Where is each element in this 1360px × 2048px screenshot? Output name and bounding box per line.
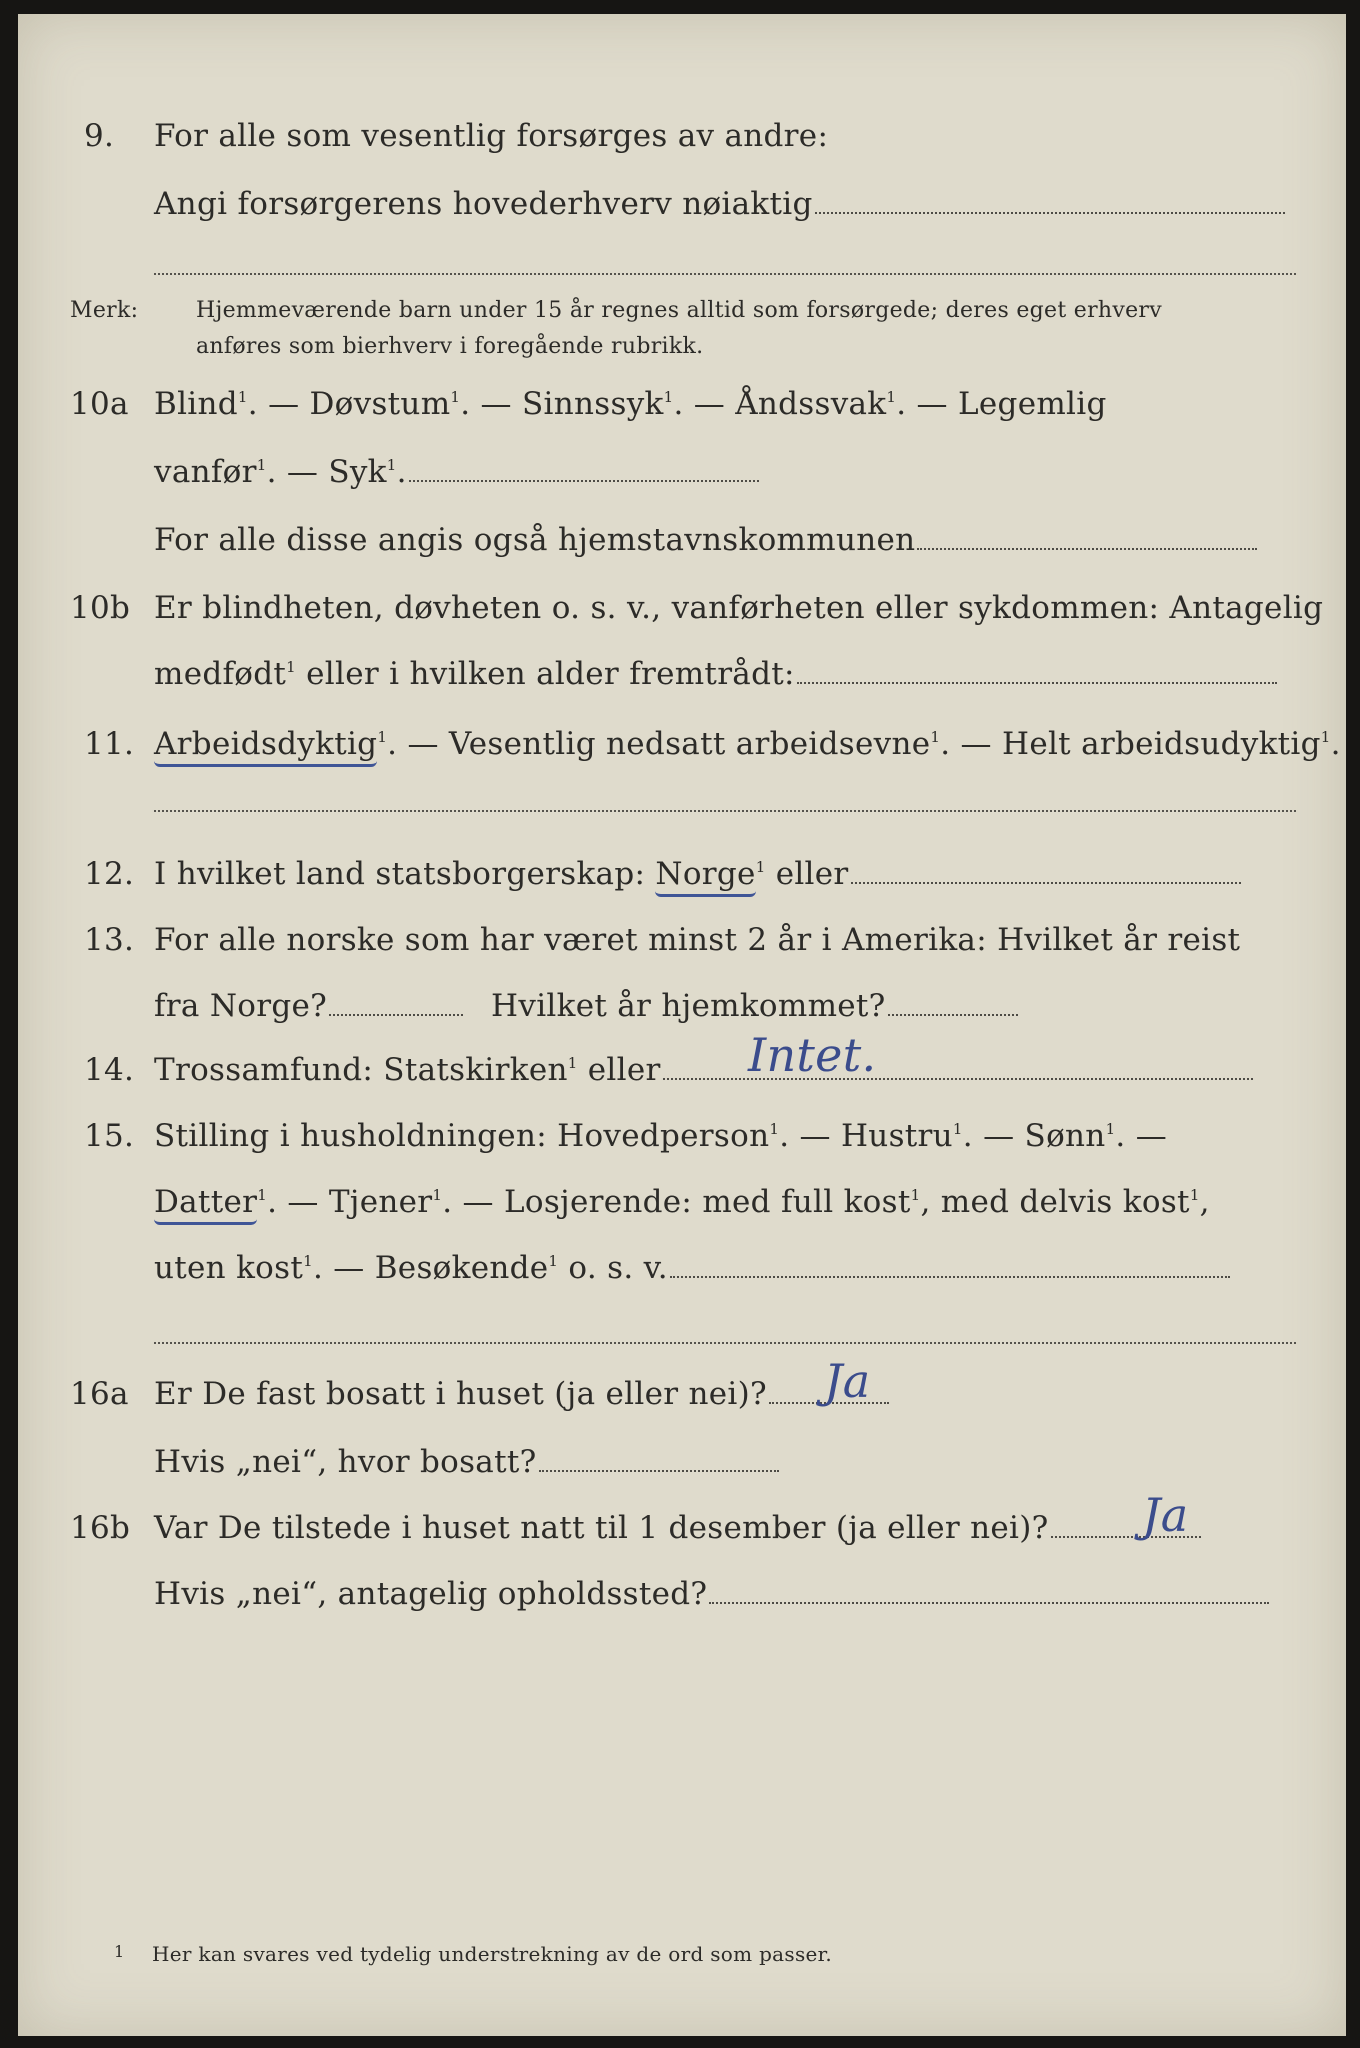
answer-line[interactable]	[154, 810, 1296, 812]
handwritten-answer: Intet.	[748, 1028, 877, 1082]
q9-text2: Angi forsørgerens hovederhverv nøiaktig	[154, 186, 813, 222]
q11-number: 11.	[84, 726, 135, 762]
q9-text: For alle som vesentlig forsørges av andre:	[154, 118, 829, 154]
answer-line[interactable]	[409, 479, 759, 482]
answer-line[interactable]	[917, 547, 1257, 550]
q10b-number: 10b	[70, 590, 131, 626]
q9-number: 9.	[84, 118, 115, 154]
merk-text1: Hjemmeværende barn under 15 år regnes alltid som forsørgede; deres eget erhverv	[196, 298, 1162, 323]
answer-line[interactable]	[154, 273, 1296, 275]
merk-label: Merk:	[70, 298, 139, 323]
underlined-answer: Arbeidsdyktig	[154, 726, 377, 767]
footnote-text: Her kan svares ved tydelig understrekning av de ord som passer.	[152, 1942, 832, 1966]
q16a-number: 16a	[70, 1376, 129, 1412]
answer-line[interactable]	[797, 681, 1277, 684]
handwritten-answer: Ja	[1142, 1488, 1189, 1542]
answer-line[interactable]	[851, 881, 1241, 884]
q16b-number: 16b	[70, 1510, 131, 1546]
answer-line[interactable]	[154, 1342, 1296, 1344]
answer-line[interactable]	[539, 1469, 779, 1472]
census-form-page: 9. For alle som vesentlig forsørges av andre: Angi forsørgerens hovederhverv nøiaktig Merk: Hjemmeværende barn under 15 år regnes alltid som forsørgede; deres eget erhverv anføres som bierhverv i foregående rubrikk. 10a Blind$^1$. — Døvstum$^1$. — Sinnssyk$^1$. — Åndssvak$^1$. — Legemlig vanfør$^1$. — Syk$^1$. For alle disse angis også hjemstavnskommunen 10b Er blindheten, døvheten o. s. v., vanførheten eller sykdommen: Antagelig medfødt$^1$ eller i hvilken alder fremtrådt: 11. Arbeidsdyktig$^1$. — Vesentlig nedsatt arbeidsevne$^1$. — Helt arbeidsudyktig$^1$. 12. I hvilket land statsborgerskap: Norge$^1$ eller 13. For alle norske som har været minst 2 år i Amerika: Hvilket år reist fra Norge? Hvilket år hjemkommet? 14. Trossamfund: Statskirken$^1$ eller Intet. 15. Stilling i husholdningen: Hovedperson$^1$. — Hustru$^1$. — Sønn$^1$. — Datter$^1$. — Tjener$^1$. — Losjerende: med full kost$^1$, med delvis kost$^1$, uten kost$^1$. — Besøkende$^1$ o. s. v. 16a Er De fast bosatt i huset (ja eller nei)? Ja Hvis „nei“, hvor bosatt? 16b Var De tilstede i huset natt til 1 desember (ja eller nei)? Ja Hvis „nei“, antagelig opholdssted? 1 Her kan svares ved tydelig understrekning av de ord som passer.	[18, 14, 1346, 2036]
answer-line[interactable]	[670, 1275, 1230, 1278]
underlined-answer: Datter	[154, 1184, 257, 1225]
q10a-number: 10a	[70, 386, 129, 422]
handwritten-answer: Ja	[824, 1354, 871, 1408]
answer-line[interactable]	[709, 1601, 1269, 1604]
answer-line[interactable]	[888, 1013, 1018, 1016]
merk-text2: anføres som bierhverv i foregående rubrikk.	[196, 334, 704, 359]
q13-number: 13.	[84, 922, 135, 958]
answer-line[interactable]	[329, 1013, 463, 1016]
answer-line[interactable]	[815, 211, 1285, 214]
q12-number: 12.	[84, 856, 135, 892]
underlined-answer: Norge	[655, 856, 755, 897]
q14-number: 14.	[84, 1052, 135, 1088]
q15-number: 15.	[84, 1118, 135, 1154]
footnote-mark: 1	[114, 1942, 125, 1961]
